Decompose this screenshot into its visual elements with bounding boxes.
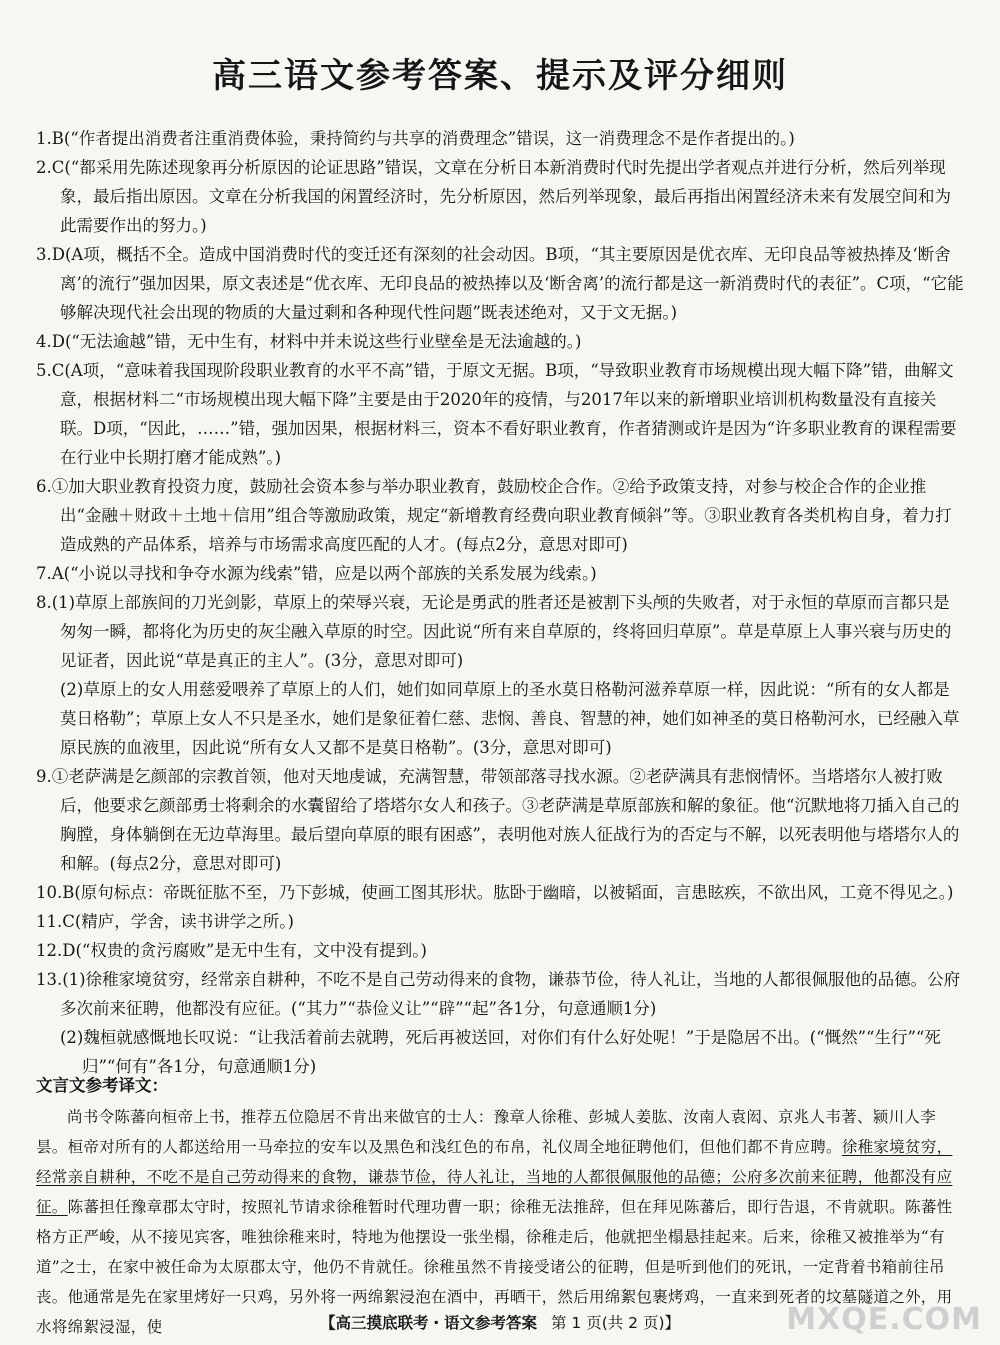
watermark-logo: MXQE.COM <box>786 1302 982 1337</box>
answer-item: 3.D(A项，概括不全。造成中国消费时代的变迁还有深刻的社会动因。B项，“其主要原因是优衣库、无印良品等被热捧及‘断舍离’的流行”强加因果，原文表述是“优衣库、无印良品的被热捧以及‘断舍离’的流行都是这一新消费时代的表征”。C项，“它能够解决现代社会出现的物质的大量过剩和各种现代性问题”既表述绝对，又于文无据。) <box>36 245 964 322</box>
answer-item: 1.B(“作者提出消费者注重消费体验，秉持简约与共享的消费理念”错误，这一消费理念不是作者提出的。) <box>36 129 795 148</box>
answer-item: 5.C(A项，“意味着我国现阶段职业教育的水平不高”错，于原文无据。B项，“导致职业教育市场规模出现大幅下降”错，曲解文意，根据材料二“市场规模出现大幅下降”主要是由于2020年的疫情，与2017年以来的新增职业培训机构数量没有直接关联。D项，“因此，……”错，强加因果，根据材料三，资本不看好职业教育，作者猜测或许是因为“许多职业教育的课程需要在行业中长期打磨才能成熟”。) <box>36 361 957 467</box>
answer-item: 9.①老萨满是乞颜部的宗教首领，他对天地虔诚，充满智慧，带领部落寻找水源。②老萨满具有悲悯情怀。当塔塔尔人被打败后，他要求乞颜部勇士将剩余的水囊留给了塔塔尔女人和孩子。③老萨满是草原部族和解的象征。他“沉默地将刀插入自己的胸膛，身体躺倒在无边草海里。最后望向草原的眼有困惑”，表明他对族人征战行为的否定与不解，以死表明他与塔塔尔人的和解。(每点2分，意思对即可) <box>36 767 960 873</box>
translation-part: 尚书令陈蕃向桓帝上书，推荐五位隐居不肯出来做官的士人：豫章人徐稚、彭城人姜肱、汝南人袁闳、京兆人韦著、颍川人李昙。桓帝对所有的人都送给用一马牵拉的安车以及黑色和浅红色的布帛，礼仪周全地征聘他们，但他们都不肯应聘。 <box>36 1108 937 1156</box>
answer-item: 4.D(“无法逾越”错，无中生有，材料中并未说这些行业壁垒是无法逾越的。) <box>36 332 582 351</box>
answer-item: 6.①加大职业教育投资力度，鼓励社会资本参与举办职业教育，鼓励校企合作。②给予政策支持，对参与校企合作的企业推出“金融＋财政＋土地＋信用”组合等激励政策，规定“新增教育经费向职业教育倾斜”等。③职业教育各类机构自身，着力打造成熟的产品体系，培养与市场需求高度匹配的人才。(每点2分，意思对即可) <box>36 477 952 554</box>
answer-list <box>36 124 966 1081</box>
answer-item: 8.(1)草原上部族间的刀光剑影，草原上的荣辱兴衰，无论是勇武的胜者还是被割下头颅的失败者，对于永恒的草原而言都只是匆匆一瞬，都将化为历史的灰尘融入草原的时空。因此说“所有来自草原的，终将回归草原”。草是草原上人事兴衰与历史的见证者，因此说“草是真正的主人”。(3分，意思对即可) <box>36 593 952 670</box>
answer-item: 10.B(原句标点：帝既征肱不至，乃下彭城，使画工图其形状。肱卧于幽暗，以被韬面，言患眩疾，不欲出风，工竟不得见之。) <box>36 883 954 902</box>
answer-item: 7.A(“小说以寻找和争夺水源为线索”错，应是以两个部族的关系发展为线索。) <box>36 564 597 583</box>
answer-subitem: (2)草原上的女人用慈爱喂养了草原上的人们，她们如同草原上的圣水莫日格勒河滋养草原一样，因此说：“所有的女人都是莫日格勒”；草原上女人不只是圣水，她们是象征着仁慈、悲悯、善良、智慧的神，她们如神圣的莫日格勒河水，已经融入草原民族的血液里，因此说“所有女人又都不是莫日格勒”。(3分，意思对即可) <box>60 680 960 757</box>
translation-part: 陈蕃担任豫章郡太守时，按照礼节请求徐稚暂时代理功曹一职；徐稚无法推辞，但在拜见陈蕃后，即行告退，不肯就职。陈蕃性格方正严峻，从不接见宾客，唯独徐稚来时，特地为他摆设一张坐榻，徐稚走后，他就把坐榻悬挂起来。后来，徐稚又被推举为“有道”之士，在家中被任命为太原郡太守，他仍不肯就任。徐稚虽然不肯接受诸公的征聘，但是听到他们的死讯，一定背着书箱前往吊丧。他通常是先在家里烤好一只鸡，另外将一两绵絮浸泡在酒中，再晒干，然后用绵絮包裹烤鸡，一直来到死者的坟墓隧道之外，用水将绵絮浸湿，使 <box>36 1198 953 1336</box>
footer-label: 【高三摸底联考・语文参考答案 <box>319 1314 537 1332</box>
page-number: 第 1 页(共 2 页)】 <box>550 1314 681 1332</box>
translation-heading: 文言文参考译文： <box>36 1076 168 1095</box>
answer-item: 11.C(精庐，学舍，读书讲学之所。) <box>36 912 294 931</box>
answer-item: 13.(1)徐稚家境贫穷，经常亲自耕种，不吃不是自己劳动得来的食物，谦恭节俭，待人礼让，当地的人都很佩服他的品德。公府多次前来征聘，他都没有应征。(“其力”“恭俭义让”“辟”“起”各1分，句意通顺1分) <box>36 970 961 1018</box>
translation-underlined: 徐稚家境贫穷，经常亲自耕种，不吃不是自己劳动得来的食物，谦恭节俭，待人礼让，当地的人都很佩服他的品德；公府多次前来征聘，他都没有应征。 <box>36 1138 953 1216</box>
answer-subitem: (2)魏桓就感慨地长叹说：“让我活着前去就聘，死后再被送回，对你们有什么好处呢！”于是隐居不出。(“慨然”“生行”“死归”“何有”各1分，句意通顺1分) <box>60 1028 941 1076</box>
answer-item: 12.D(“权贵的贪污腐败”是无中生有，文中没有提到。) <box>36 941 427 960</box>
page-title: 高三语文参考答案、提示及评分细则 <box>212 56 788 96</box>
answer-item: 2.C(“都采用先陈述现象再分析原因的论证思路”错误，文章在分析日本新消费时代时先提出学者观点并进行分析，然后列举现象，最后指出原因。文章在分析我国的闲置经济时，先分析原因，然后列举现象，最后再指出闲置经济未来有发展空间和为此需要作出的努力。) <box>36 158 951 235</box>
